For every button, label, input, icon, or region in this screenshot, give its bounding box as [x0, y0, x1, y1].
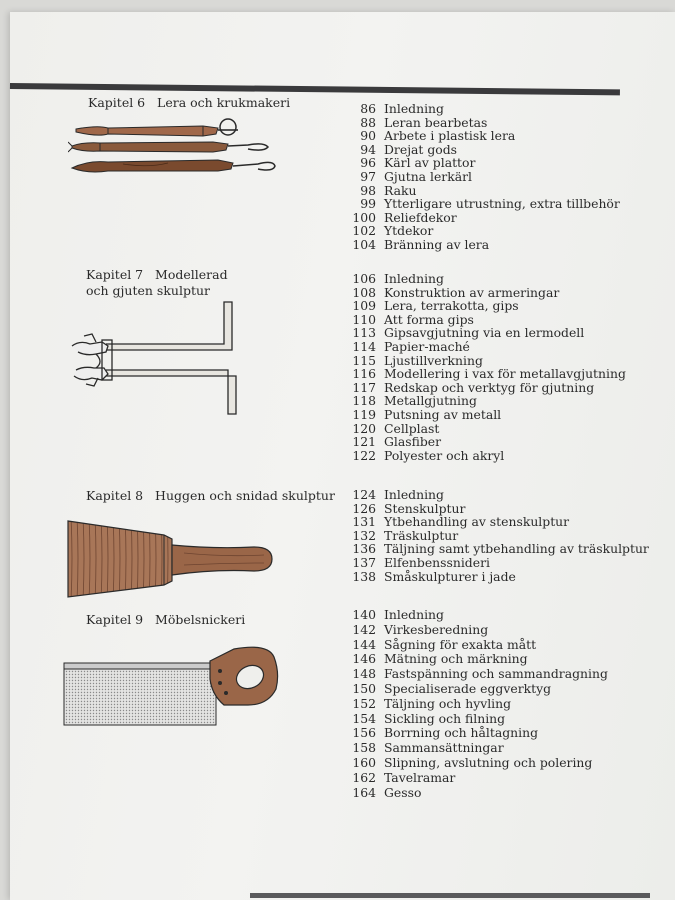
- chapter-9-entries: [340, 608, 640, 800]
- toc-entry: [340, 143, 640, 157]
- page-number: 142: [352, 621, 376, 637]
- toc-entry: [340, 529, 640, 543]
- page-number: 121: [352, 434, 376, 450]
- toc-entry: [340, 422, 640, 436]
- toc-entry: [340, 394, 640, 408]
- entry-title: Papier-maché: [384, 338, 470, 354]
- entry-title: Reliefdekor: [384, 209, 457, 225]
- entry-title: Träskulptur: [384, 527, 459, 543]
- toc-entry: [340, 570, 640, 584]
- toc-entry: [340, 286, 640, 300]
- page-number: 109: [352, 298, 376, 314]
- page-number: 115: [352, 352, 376, 368]
- entry-title: Bränning av lera: [384, 236, 490, 252]
- entry-title: Redskap och verktyg för gjutning: [384, 379, 595, 395]
- page-number: 102: [352, 223, 376, 239]
- toc-entry: [340, 608, 640, 623]
- chapter-8-entries: [340, 487, 649, 584]
- toc-entry: [340, 756, 640, 771]
- chapter-8-heading: [86, 488, 346, 504]
- toc-entry: [340, 786, 640, 801]
- entry-title: Metallgjutning: [384, 393, 477, 409]
- page-number: 99: [360, 196, 376, 212]
- toc-entry: [340, 197, 640, 211]
- clay-modelling-tools-icon: [68, 116, 283, 182]
- entry-title: Ytdekor: [384, 223, 434, 239]
- toc-entry: [340, 488, 640, 502]
- chapter-7-heading: [86, 267, 346, 299]
- entry-title: Ljustillverkning: [384, 352, 483, 368]
- toc-entry: [340, 449, 640, 463]
- entry-title: Kärl av plattor: [384, 155, 476, 171]
- entry-title: Täljning samt ytbehandling av träskulptur: [384, 541, 649, 557]
- entry-title: Inledning: [384, 101, 444, 116]
- toc-entry: [340, 697, 640, 712]
- armature-bending-tool-icon: [66, 296, 246, 420]
- toc-entry: [340, 381, 640, 395]
- page-number: 106: [352, 271, 376, 286]
- page-number: 124: [352, 487, 376, 502]
- toc-entry: [340, 556, 640, 570]
- entry-title: Sickling och filning: [384, 710, 506, 726]
- page-number: 90: [360, 128, 376, 144]
- chapter-6-heading: [88, 95, 348, 111]
- page-number: 119: [352, 406, 376, 422]
- entry-title: Virkesberedning: [384, 621, 489, 637]
- page-number: 114: [352, 338, 376, 354]
- entry-title: Sammansättningar: [384, 740, 504, 756]
- toc-entry: [340, 354, 640, 368]
- page-number: 117: [352, 379, 376, 395]
- entry-title: Gjutna lerkärl: [384, 168, 473, 184]
- entry-title: Täljning och hyvling: [384, 695, 512, 711]
- toc-entry: [340, 771, 640, 786]
- toc-entry: [340, 211, 640, 225]
- page-number: 104: [352, 236, 376, 252]
- entry-title: Fastspänning och sammandragning: [384, 666, 608, 682]
- toc-entry: [340, 638, 640, 653]
- entry-title: Konstruktion av armeringar: [384, 284, 560, 300]
- toc-entry: [340, 623, 640, 638]
- toc-entry: [340, 435, 640, 449]
- toc-entry: [340, 712, 640, 727]
- page-number: 94: [360, 141, 376, 157]
- page-number: 122: [352, 447, 376, 463]
- page-number: 138: [352, 568, 376, 584]
- toc-entry: [340, 129, 640, 143]
- page-number: 136: [352, 541, 376, 557]
- toc-entry: [340, 741, 640, 756]
- entry-title: Sågning för exakta mått: [384, 636, 537, 652]
- entry-title: Cellplast: [384, 420, 440, 436]
- toc-entry: [340, 299, 640, 313]
- toc-entry: [340, 313, 640, 327]
- backsaw-icon: [62, 643, 284, 729]
- page-number: 137: [352, 554, 376, 570]
- page-number: 150: [352, 680, 376, 696]
- toc-entry: [340, 272, 640, 286]
- page-number: 156: [352, 725, 376, 741]
- page-number: 148: [352, 666, 376, 682]
- toc-entry: [340, 667, 640, 682]
- toc-entry: [340, 170, 640, 184]
- page-number: 126: [352, 500, 376, 516]
- page-number: 164: [352, 784, 376, 800]
- page-number: 158: [352, 740, 376, 756]
- toc-entry: [340, 340, 640, 354]
- page-number: 113: [352, 325, 376, 341]
- chapter-heading-line: Kapitel 8 Huggen och snidad skulptur: [86, 488, 335, 503]
- entry-title: Gipsavgjutning via en lermodell: [384, 325, 585, 341]
- chapter-heading-line: Kapitel 7 Modellerad: [86, 267, 228, 282]
- chapter-heading-line: Kapitel 6 Lera och krukmakeri: [88, 95, 291, 110]
- entry-title: Elfenbenssnideri: [384, 554, 490, 570]
- chapter-6-entries: [340, 102, 640, 252]
- entry-title: Att forma gips: [384, 311, 474, 327]
- toc-entry: [340, 238, 640, 252]
- entry-title: Glasfiber: [384, 434, 442, 450]
- entry-title: Drejat gods: [384, 141, 458, 157]
- page-number: 144: [352, 636, 376, 652]
- toc-entry: [340, 726, 640, 741]
- entry-title: Småskulpturer i jade: [384, 568, 516, 584]
- entry-title: Mätning och märkning: [384, 651, 528, 667]
- chapter-heading-line: och gjuten skulptur: [86, 283, 211, 298]
- page-number: 160: [352, 754, 376, 770]
- page-number: 108: [352, 284, 376, 300]
- entry-title: Gesso: [384, 784, 422, 800]
- toc-entry: [340, 367, 640, 381]
- page-number: 154: [352, 710, 376, 726]
- entry-title: Borrning och håltagning: [384, 725, 539, 741]
- carving-mallet-icon: [64, 517, 276, 601]
- entry-title: Arbete i plastisk lera: [384, 128, 516, 144]
- entry-title: Ytterligare utrustning, extra tillbehör: [384, 196, 620, 212]
- toc-entry: [340, 408, 640, 422]
- toc-entry: [340, 102, 640, 116]
- page-number: 146: [352, 651, 376, 667]
- page-number: 132: [352, 527, 376, 543]
- toc-entry: [340, 652, 640, 667]
- toc-entry: [340, 116, 640, 130]
- entry-title: Polyester och akryl: [384, 447, 505, 463]
- bottom-rule: [250, 893, 650, 898]
- entry-title: Stenskulptur: [384, 500, 466, 516]
- page-number: 152: [352, 695, 376, 711]
- page-number: 97: [360, 168, 376, 184]
- page-number: 162: [352, 769, 376, 785]
- page-number: 120: [352, 420, 376, 436]
- page-number: 86: [360, 101, 376, 116]
- entry-title: Inledning: [384, 271, 444, 286]
- entry-title: Lera, terrakotta, gips: [384, 298, 519, 314]
- page-number: 131: [352, 514, 376, 530]
- entry-title: Inledning: [384, 487, 444, 502]
- entry-title: Tavelramar: [384, 769, 456, 785]
- toc-entry: [340, 502, 640, 516]
- page-number: 96: [360, 155, 376, 171]
- entry-title: Putsning av metall: [384, 406, 502, 422]
- page-number: 116: [352, 366, 376, 382]
- page-number: 100: [352, 209, 376, 225]
- toc-entry: [340, 326, 640, 340]
- page-number: 98: [360, 182, 376, 198]
- toc-entry: [340, 515, 640, 529]
- toc-entry: [340, 682, 640, 697]
- toc-entry: [340, 156, 640, 170]
- toc-entry: [340, 184, 640, 198]
- chapter-9-heading: [86, 612, 346, 628]
- entry-title: Inledning: [384, 607, 444, 622]
- toc-entry: [340, 541, 649, 557]
- page-number: 118: [352, 393, 376, 409]
- entry-title: Modellering i vax för metallavgjutning: [384, 366, 626, 382]
- page-number: 140: [352, 607, 376, 622]
- chapter-heading-line: Kapitel 9 Möbelsnickeri: [86, 612, 246, 627]
- entry-title: Slipning, avslutning och polering: [384, 754, 593, 770]
- entry-title: Raku: [384, 182, 417, 198]
- page-number: 88: [360, 114, 376, 130]
- chapter-7-entries: [340, 272, 640, 462]
- page-number: 110: [352, 311, 376, 327]
- entry-title: Ytbehandling av stenskulptur: [384, 514, 570, 530]
- toc-entry: [340, 224, 640, 238]
- entry-title: Leran bearbetas: [384, 114, 488, 130]
- entry-title: Specialiserade eggverktyg: [384, 680, 552, 696]
